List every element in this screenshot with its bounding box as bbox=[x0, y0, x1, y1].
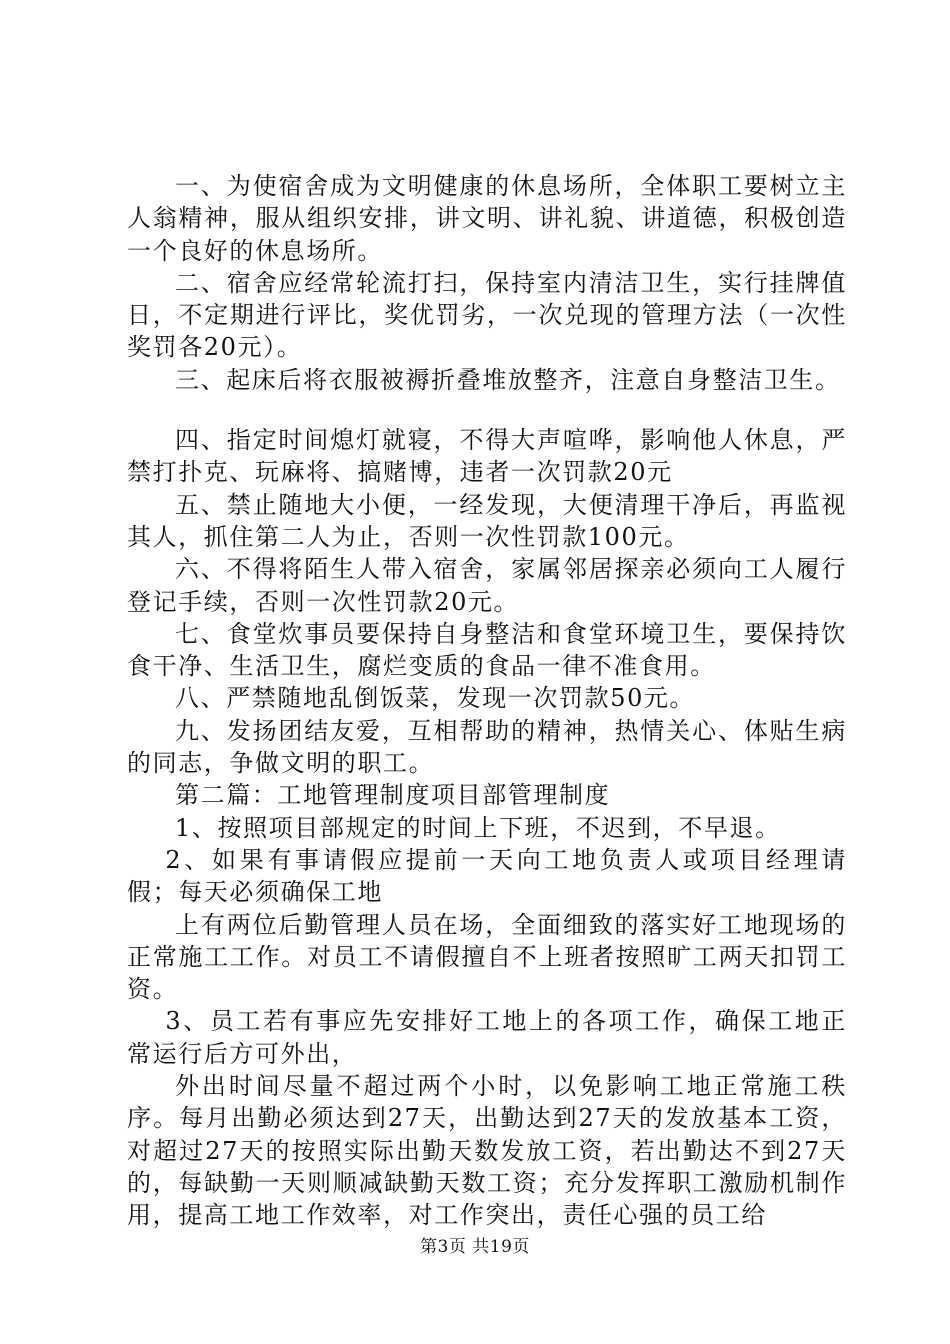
paragraph-rule-3: 三、起床后将衣服被褥折叠堆放整齐，注意自身整洁卫生。 bbox=[175, 365, 841, 394]
page-number-footer: 第3页 共19页 bbox=[420, 1237, 530, 1257]
paragraph-item-3-continued: 外出时间尽量不超过两个小时，以免影响工地正常施工秩序。每月出勤必须达到27天，出勤达到27天的发放基本工资，对超过27天的按照实际出勤天数发放工资，若出勤达不到27天的，每缺勤一天则顺减缺勤天数工资；充分发挥职工激励机制作用，提高工地工作效率，对工作突出，责任心强的员工给 bbox=[127, 1072, 847, 1230]
paragraph-rule-6: 六、不得将陌生人带入宿舍，家属邻居探亲必须向工人履行登记手续，否则一次性罚款20元。 bbox=[127, 555, 847, 616]
paragraph-rule-7: 七、食堂炊事员要保持自身整洁和食堂环境卫生，要保持饮食干净、生活卫生，腐烂变质的食品一律不准食用。 bbox=[127, 619, 847, 681]
section-heading: 第二篇：工地管理制度项目部管理制度 bbox=[175, 781, 611, 810]
document-body bbox=[127, 170, 847, 1232]
paragraph-rule-2: 二、宿舍应经常轮流打扫，保持室内清洁卫生，实行挂牌值日，不定期进行评比，奖优罚劣，一次兑现的管理方法（一次性奖罚各20元）。 bbox=[127, 268, 847, 362]
paragraph-item-3: 3、员工若有事应先安排好工地上的各项工作，确保工地正常运行后方可外出， bbox=[127, 1007, 847, 1068]
paragraph-rule-9: 九、发扬团结友爱，互相帮助的精神，热情关心、体贴生病的同志，争做文明的职工。 bbox=[127, 716, 847, 778]
paragraph-item-2: 2、如果有事请假应提前一天向工地负责人或项目经理请假；每天必须确保工地 bbox=[127, 845, 847, 907]
paragraph-rule-5: 五、禁止随地大小便，一经发现，大便清理干净后，再监视其人，抓住第二人为止，否则一次性罚款100元。 bbox=[127, 490, 847, 551]
paragraph-rule-4: 四、指定时间熄灯就寝，不得大声喧哗，影响他人休息，严禁打扑克、玩麻将、搞赌博，违者一次罚款20元 bbox=[127, 426, 847, 487]
paragraph-rule-1: 一、为使宿舍成为文明健康的休息场所，全体职工要树立主人翁精神，服从组织安排，讲文明、讲礼貌、讲道德，积极创造一个良好的休息场所。 bbox=[127, 172, 847, 265]
paragraph-item-2-continued: 上有两位后勤管理人员在场，全面细致的落实好工地现场的正常施工工作。对员工不请假擅自不上班者按照旷工两天扣罚工资。 bbox=[127, 910, 847, 1004]
paragraph-item-1: 1、按照项目部规定的时间上下班，不迟到，不早退。 bbox=[175, 813, 781, 842]
paragraph-rule-8: 八、严禁随地乱倒饭菜，发现一次罚款50元。 bbox=[175, 684, 696, 713]
